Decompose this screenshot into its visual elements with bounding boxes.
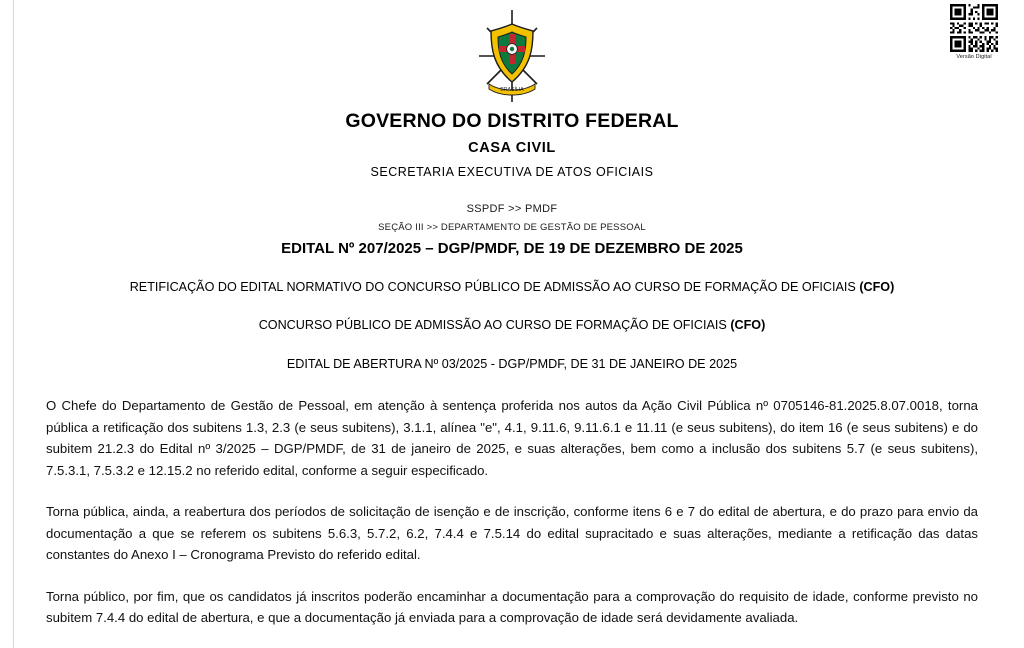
contest-title bbox=[46, 317, 978, 333]
paragraph-2: Torna pública, ainda, a reabertura dos períodos de solicitação de isenção e de inscrição, conforme itens 6 e 7 do edital de abertura, e do prazo para envio da documentação a que se referem os subitens 5.6.3, 5.7.2, 6.2, 7.4.4 e 7.5.14 do edital supracitado e suas alterações, mediante a retificação das datas constantes do Anexo I – Cronograma Previsto do referido edital. bbox=[46, 504, 978, 562]
paragraph-1: O Chefe do Departamento de Gestão de Pessoal, em atenção à sentença proferida nos autos da Ação Civil Pública nº 0705146-81.2025.8.07.0018, torna pública a retificação dos subitens 1.3, 2.3 (e seus subitens), 3.1.1, alínea "e", 4.1, 9.11.6, 9.11.6.1 e 11.11 (e seus subitens), do item 16 (e seus subitens) e do subitem 21.2.3 do Edital nº 3/2025 – DGP/PMDF, de 31 de janeiro de 2025, e suas alterações, bem como a inclusão dos subitens 5.7 (e seus subitens), 7.5.3.1, 7.5.3.2 e 12.15.2 no referido edital, conforme a seguir especificado. bbox=[46, 398, 978, 478]
crest-motto-text: BRASÍLIA bbox=[500, 87, 524, 94]
brasilia-coat-of-arms-icon bbox=[473, 8, 551, 104]
rectification-title bbox=[46, 279, 978, 295]
contest-title-text: CONCURSO PÚBLICO DE ADMISSÃO AO CURSO DE FORMAÇÃO DE OFICIAIS bbox=[258, 318, 727, 332]
paragraph-3: Torna público, por fim, que os candidatos já inscritos poderão encaminhar a documentação para a comprovação do requisito de idade, conforme previsto no subitem 7.4.4 do edital de abertura, e que a documentação já enviada para a comprovação de idade será devidamente avaliada. bbox=[46, 588, 978, 625]
opening-edital-title: EDITAL DE ABERTURA Nº 03/2025 - DGP/PMDF, DE 31 DE JANEIRO DE 2025 bbox=[286, 357, 738, 371]
organ-title: CASA CIVIL bbox=[468, 140, 556, 156]
government-title: GOVERNO DO DISTRITO FEDERAL bbox=[345, 110, 679, 132]
digital-version-block bbox=[944, 4, 1004, 61]
crest-container bbox=[46, 0, 978, 104]
unit-line: SSPDF >> PMDF bbox=[466, 203, 558, 215]
contest-title-acronym: (CFO) bbox=[730, 318, 766, 332]
section-line: SEÇÃO III >> DEPARTAMENTO DE GESTÃO DE PESSOAL bbox=[378, 222, 646, 233]
rectification-title-text: RETIFICAÇÃO DO EDITAL NORMATIVO DO CONCURSO PÚBLICO DE ADMISSÃO AO CURSO DE FORMAÇÃO DE OFICIAIS bbox=[129, 280, 856, 294]
secretariat-title: SECRETARIA EXECUTIVA DE ATOS OFICIAIS bbox=[370, 165, 654, 179]
digital-version-caption: Versão Digital bbox=[956, 54, 992, 60]
rectification-title-acronym: (CFO) bbox=[859, 280, 895, 294]
edital-number: EDITAL Nº 207/2025 – DGP/PMDF, DE 19 DE DEZEMBRO DE 2025 bbox=[281, 240, 743, 257]
qr-code-icon[interactable] bbox=[950, 4, 998, 52]
